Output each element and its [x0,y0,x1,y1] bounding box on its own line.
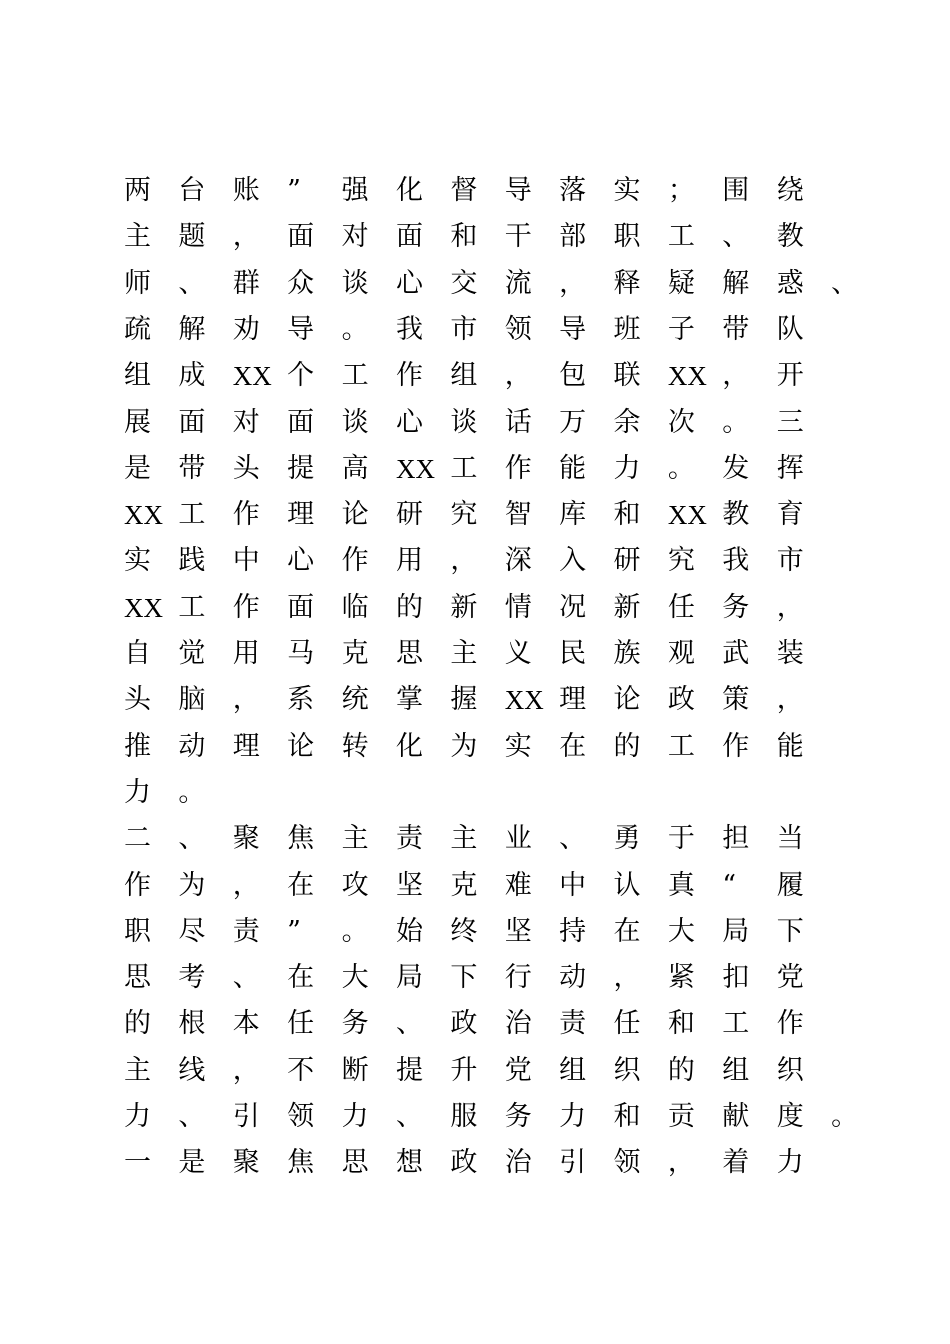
text-line: 师 、 群 众 谈 心 交 流 ， 释 疑 解 惑 、 [124,267,859,299]
text-line: 是 带 头 提 高 XX 工 作 能 力 。 发 挥 [124,452,804,484]
text-line: 实 践 中 心 作 用 ， 深 入 研 究 我 市 [124,545,804,577]
text-line: 疏 解 劝 导 。 我 市 领 导 班 子 带 队 [124,313,804,345]
text-line: 主 线 ， 不 断 提 升 党 组 织 的 组 织 [124,1054,804,1086]
text-line: 推 动 理 论 转 化 为 实 在 的 工 作 能 [124,730,804,762]
text-line: XX 工 作 面 临 的 新 情 况 新 任 务 ， [124,591,804,623]
text-line: 作 为 ， 在 攻 坚 克 难 中 认 真 “ 履 [124,869,804,901]
text-line: 思 考 、 在 大 局 下 行 动 ， 紧 扣 党 [124,962,804,994]
text-line: 头 脑 ， 系 统 掌 握 XX 理 论 政 策 ， [124,684,804,716]
text-line: 一 是 聚 焦 思 想 政 治 引 领 ， 着 力 [124,1147,804,1179]
text-line: 组 成 XX 个 工 作 组 ， 包 联 XX ， 开 [124,360,804,392]
text-line: 力 、 引 领 力 、 服 务 力 和 贡 献 度 。 [124,1101,859,1132]
text-line: 二 、 聚 焦 主 责 主 业 、 勇 于 担 当 [124,823,804,855]
text-line: 两 台 账 ” 强 化 督 导 落 实 ； 围 绕 [124,175,804,206]
text-line: XX 工 作 理 论 研 究 智 库 和 XX 教 育 [124,499,804,531]
text-line: 自 觉 用 马 克 思 主 义 民 族 观 武 装 [124,638,804,669]
text-line: 力 。 [124,776,206,808]
text-line: 展 面 对 面 谈 心 谈 话 万 余 次 。 三 [124,406,804,438]
text-line: 主 题 ， 面 对 面 和 干 部 职 工 、 教 [124,221,804,253]
text-line: 的 根 本 任 务 、 政 治 责 任 和 工 作 [124,1008,804,1040]
text-line: 职 尽 责 ” 。 始 终 坚 持 在 大 局 下 [124,915,804,947]
